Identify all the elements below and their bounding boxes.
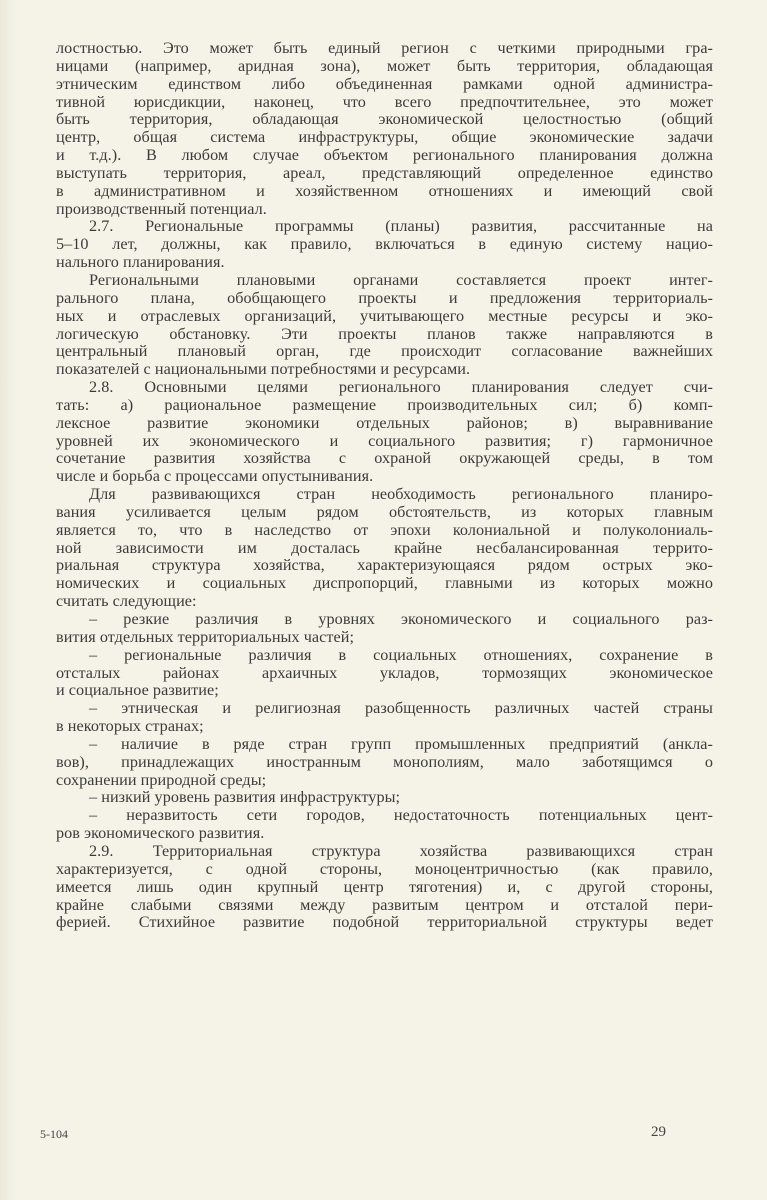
- text-line: ной зависимости им досталась крайне несбалансированная террито-: [56, 538, 713, 557]
- paragraph: [56, 379, 713, 486]
- list-item: [56, 807, 713, 843]
- text-line: вития отдельных территориальных частей;: [56, 627, 355, 646]
- text-line: этническим единством либо объединенная рамками одной администра-: [56, 74, 713, 93]
- list-item: [56, 611, 713, 647]
- list-item: [56, 647, 713, 701]
- text-line: – неразвитость сети городов, недостаточность потенциальных цент-: [89, 806, 713, 825]
- text-line: ферией. Стихийное развитие подобной территориальной структуры ведет: [56, 913, 713, 932]
- text-line: числе и борьба с процессами опустынивания.: [56, 467, 374, 486]
- text-line: выступать территория, ареал, представляющий определенное единство: [56, 163, 713, 182]
- text-line: крайне слабыми связями между развитым центром и отсталой пери-: [56, 895, 713, 914]
- page-body-text: [56, 40, 713, 932]
- printer-signature: 5-104: [40, 1127, 68, 1141]
- page-number: 29: [651, 1124, 666, 1140]
- text-line: центр, общая система инфраструктуры, общие экономические задачи: [56, 128, 713, 147]
- text-line: тать: а) рациональное размещение производительных сил; б) комп-: [56, 395, 713, 414]
- text-line: номических и социальных диспропорций, главными из которых можно: [56, 574, 713, 593]
- text-line: уровней их экономического и социального развития; г) гармоничное: [56, 431, 713, 450]
- text-line: тивной юрисдикции, наконец, что всего предпочтительнее, это может: [56, 92, 713, 111]
- text-line: – региональные различия в социальных отношениях, сохранение в: [89, 645, 713, 664]
- text-line: является то, что в наследство от эпохи колониальной и полуколониаль-: [56, 520, 713, 539]
- text-line: 2.7. Региональные программы (планы) развития, рассчитанные на: [89, 217, 713, 236]
- text-line: 2.9. Территориальная структура хозяйства развивающихся стран: [89, 841, 713, 860]
- text-line: лостностью. Это может быть единый регион с четкими природными гра-: [56, 39, 713, 57]
- text-line: логическую обстановку. Эти проекты планов также направляются в: [56, 324, 713, 343]
- text-line: 5–10 лет, должны, как правило, включаться в единую систему нацио-: [56, 235, 713, 254]
- text-line: в административном и хозяйственном отношениях и имеющий свой: [56, 181, 713, 200]
- text-line: – низкий уровень развития инфраструктуры;: [89, 788, 401, 807]
- paragraph: [56, 486, 713, 611]
- paragraph: [56, 40, 713, 218]
- text-line: – наличие в ряде стран групп промышленных предприятий (анкла-: [89, 734, 713, 753]
- page-edge-shadow: [0, 0, 16, 1200]
- text-line: производственный потенциал.: [56, 199, 267, 218]
- text-line: – этническая и религиозная разобщенность различных частей страны: [89, 699, 713, 718]
- text-line: ных и отраслевых организаций, учитывающего местные ресурсы и эко-: [56, 306, 713, 325]
- text-line: в некоторых странах;: [56, 717, 204, 736]
- text-line: показателей с национальными потребностями и ресурсами.: [56, 360, 471, 379]
- text-line: Региональными плановыми органами составляется проект интег-: [89, 270, 713, 289]
- text-line: ницами (например, аридная зона), может быть территория, обладающая: [56, 56, 713, 75]
- text-line: лексное развитие экономики отдельных районов; в) выравнивание: [56, 413, 713, 432]
- text-line: быть территория, обладающая экономической целостностью (общий: [56, 110, 713, 129]
- list-item: [56, 789, 713, 807]
- text-line: и социальное развитие;: [56, 681, 219, 700]
- text-line: – резкие различия в уровнях экономического и социального раз-: [89, 610, 713, 628]
- text-line: вания усиливается целым рядом обстоятельств, из которых главным: [56, 502, 713, 521]
- text-line: Для развивающихся стран необходимость регионального планиро-: [89, 485, 713, 504]
- paragraph: [56, 218, 713, 272]
- text-line: рального плана, обобщающего проекты и предложения территориаль-: [56, 288, 713, 307]
- text-line: считать следующие:: [56, 592, 197, 611]
- text-line: ров экономического развития.: [56, 824, 265, 843]
- text-line: вов), принадлежащих иностранным монополиям, мало заботящимся о: [56, 752, 713, 771]
- text-line: центральный плановый орган, где происходит согласование важнейших: [56, 342, 713, 361]
- list-item: [56, 736, 713, 790]
- text-line: риальная структура хозяйства, характеризующаяся рядом острых эко-: [56, 556, 713, 575]
- text-line: сохранении природной среды;: [56, 770, 267, 789]
- paragraph: [56, 843, 713, 932]
- text-line: и т.д.). В любом случае объектом регионального планирования должна: [56, 146, 713, 165]
- text-line: отсталых районах архаичных укладов, тормозящих экономическое: [56, 663, 713, 682]
- text-line: имеется лишь один крупный центр тяготения) и, с другой стороны,: [56, 877, 713, 896]
- text-line: нального планирования.: [56, 253, 225, 272]
- text-line: 2.8. Основными целями регионального планирования следует счи-: [89, 378, 713, 397]
- text-line: сочетание развития хозяйства с охраной окружающей среды, в том: [56, 449, 713, 468]
- list-item: [56, 700, 713, 736]
- text-line: характеризуется, с одной стороны, моноцентричностью (как правило,: [56, 859, 713, 878]
- paragraph: [56, 272, 713, 379]
